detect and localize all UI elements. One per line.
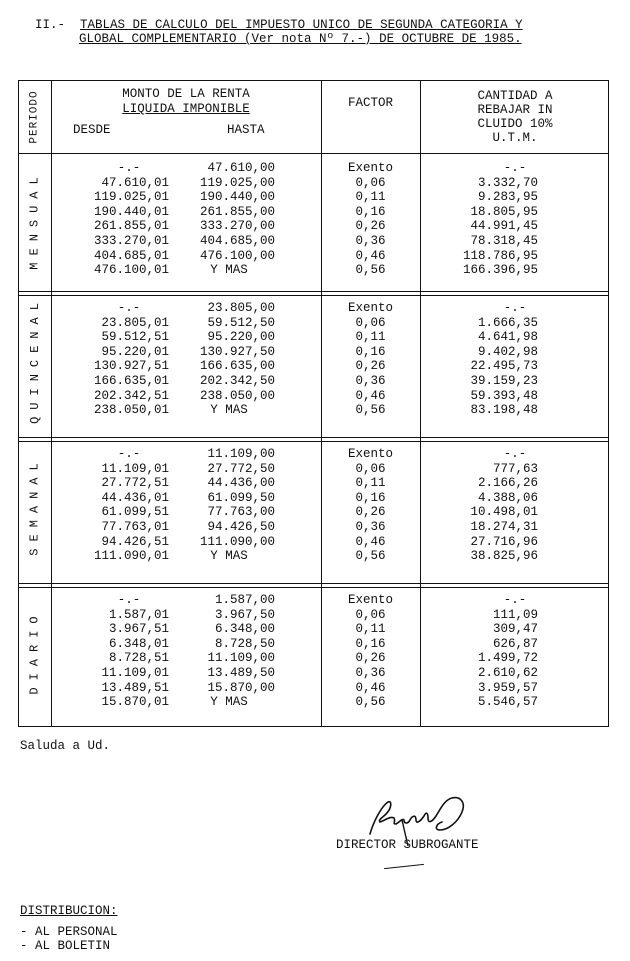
cell-factor: 0,46	[355, 248, 386, 263]
cell-desde: -.-	[117, 447, 141, 461]
cantidad-header-1: CANTIDAD A	[477, 89, 553, 103]
cell-desde: 77.763,01	[101, 520, 169, 534]
cell-desde: 166.635,01	[93, 374, 169, 388]
tax-table	[18, 80, 609, 727]
cell-cantidad: 83.198,48	[470, 403, 538, 418]
cell-desde: 190.440,01	[93, 204, 169, 219]
cell-hasta: 61.099,50	[207, 490, 275, 505]
monto-header-2: LIQUIDA IMPONIBLE	[122, 102, 250, 116]
cell-hasta: 95.220,00	[207, 330, 275, 345]
cell-cantidad: 5.546,57	[477, 695, 538, 710]
cell-hasta: Y MAS	[210, 403, 248, 418]
cell-factor: 0,06	[355, 315, 386, 330]
cell-factor: 0,56	[355, 695, 386, 710]
cell-cantidad: 39.159,23	[470, 374, 538, 388]
period-label: SEMANAL	[28, 456, 43, 557]
cantidad-header-2: REBAJAR IN	[477, 103, 553, 117]
cell-factor: 0,26	[355, 359, 386, 374]
cell-cantidad: 626,87	[492, 636, 538, 651]
cell-cantidad: -.-	[503, 447, 527, 461]
cell-hasta: Y MAS	[210, 695, 248, 710]
signature-underline	[384, 864, 424, 869]
column-divider	[51, 81, 52, 726]
cell-cantidad: 27.716,96	[470, 534, 538, 549]
distribution-item: - AL PERSONAL	[20, 925, 118, 939]
cell-cantidad: 3.959,57	[477, 680, 538, 695]
cell-hasta: 13.489,50	[207, 666, 275, 680]
cell-factor: Exento	[347, 447, 393, 461]
cell-cantidad: -.-	[503, 593, 527, 607]
heading-line-1: TABLAS DE CALCULO DEL IMPUESTO UNICO DE SEGUNDA CATEGORIA Y	[80, 18, 523, 32]
monto-header-1: MONTO DE LA RENTA	[122, 87, 250, 101]
cell-cantidad: 10.498,01	[470, 505, 538, 520]
cell-cantidad: 1.666,35	[477, 315, 538, 330]
cell-desde: 13.489,51	[101, 680, 169, 695]
cell-hasta: Y MAS	[210, 549, 248, 564]
cell-factor: 0,16	[355, 636, 386, 651]
document-heading-2	[64, 20, 522, 46]
cell-desde: -.-	[117, 593, 141, 607]
cell-cantidad: 38.825,96	[470, 549, 538, 564]
cell-desde: 238.050,01	[93, 403, 169, 418]
cell-cantidad: -.-	[503, 301, 527, 315]
cell-hasta: 3.967,50	[214, 607, 275, 622]
cell-hasta: 333.270,00	[199, 219, 275, 234]
cell-cantidad: 118.786,95	[462, 248, 538, 263]
cell-hasta: 23.805,00	[207, 301, 275, 315]
cell-cantidad: 4.641,98	[477, 330, 538, 345]
cell-cantidad: 59.393,48	[470, 388, 538, 403]
cell-cantidad: 2.166,26	[477, 476, 538, 491]
cell-desde: 95.220,01	[101, 344, 169, 359]
cell-hasta: Y MAS	[210, 263, 248, 278]
cell-factor: 0,26	[355, 505, 386, 520]
cell-hasta: 166.635,00	[199, 359, 275, 374]
cell-desde: 61.099,51	[101, 505, 169, 520]
cell-factor: 0,11	[355, 476, 386, 491]
cell-desde: 404.685,01	[93, 248, 169, 263]
cell-hasta: 238.050,00	[199, 388, 275, 403]
cell-cantidad: -.-	[503, 161, 527, 175]
cell-hasta: 261.855,00	[199, 204, 275, 219]
section-divider	[19, 583, 608, 588]
cell-hasta: 190.440,00	[199, 190, 275, 205]
cell-desde: 130.927,51	[93, 359, 169, 374]
cell-desde: 94.426,51	[101, 534, 169, 549]
cell-factor: Exento	[347, 301, 393, 315]
hasta-header: HASTA	[227, 123, 265, 137]
cell-hasta: 202.342,50	[199, 374, 275, 388]
cell-cantidad: 4.388,06	[477, 490, 538, 505]
cell-cantidad: 9.402,98	[477, 344, 538, 359]
section-number: II.-	[35, 18, 66, 32]
cell-factor: 0,36	[355, 666, 386, 680]
distribution-item: - AL BOLETIN	[20, 939, 111, 953]
cell-desde: 11.109,01	[101, 666, 169, 680]
cell-desde: 15.870,01	[101, 695, 169, 710]
cell-desde: 119.025,01	[93, 190, 169, 205]
cell-desde: 59.512,51	[101, 330, 169, 345]
cell-factor: Exento	[347, 593, 393, 607]
cell-factor: 0,56	[355, 549, 386, 564]
cell-hasta: 11.109,00	[207, 447, 275, 461]
cell-hasta: 77.763,00	[207, 505, 275, 520]
cell-factor: 0,56	[355, 263, 386, 278]
cell-hasta: 476.100,00	[199, 248, 275, 263]
cell-hasta: 27.772,50	[207, 461, 275, 476]
section-divider	[19, 291, 608, 296]
cell-factor: 0,46	[355, 534, 386, 549]
cell-cantidad: 9.283,95	[477, 190, 538, 205]
factor-header: FACTOR	[347, 96, 393, 110]
cell-factor: 0,16	[355, 490, 386, 505]
cell-cantidad: 22.495,73	[470, 359, 538, 374]
cell-factor: Exento	[347, 161, 393, 175]
periodo-header: PERIODO	[29, 90, 41, 144]
cell-desde: 23.805,01	[101, 315, 169, 330]
cell-desde: 111.090,01	[93, 549, 169, 564]
cell-hasta: 8.728,50	[214, 636, 275, 651]
cell-factor: 0,56	[355, 403, 386, 418]
cell-hasta: 47.610,00	[207, 161, 275, 175]
cell-factor: 0,11	[355, 622, 386, 637]
cell-cantidad: 1.499,72	[477, 651, 538, 666]
cell-hasta: 15.870,00	[207, 680, 275, 695]
distribution-heading: DISTRIBUCION:	[20, 904, 118, 918]
cell-factor: 0,11	[355, 330, 386, 345]
cell-factor: 0,36	[355, 520, 386, 534]
cell-desde: 333.270,01	[93, 234, 169, 248]
cell-hasta: 6.348,00	[214, 622, 275, 637]
period-label: QUINCENAL	[28, 296, 42, 425]
cell-desde: 1.587,01	[108, 607, 169, 622]
signature-title: DIRECTOR SUBROGANTE	[336, 838, 479, 852]
cell-factor: 0,06	[355, 607, 386, 622]
cell-factor: 0,26	[355, 651, 386, 666]
cell-factor: 0,46	[355, 680, 386, 695]
period-label: DIARIO	[28, 609, 42, 695]
cell-hasta: 11.109,00	[207, 651, 275, 666]
cell-hasta: 1.587,00	[214, 593, 275, 607]
desde-header: DESDE	[73, 123, 111, 137]
cantidad-header-3: CLUIDO 10%	[477, 117, 553, 131]
cell-factor: 0,26	[355, 219, 386, 234]
period-label: MENSUAL	[28, 170, 43, 271]
cell-desde: 44.436,01	[101, 490, 169, 505]
cell-factor: 0,16	[355, 344, 386, 359]
cell-hasta: 94.426,50	[207, 520, 275, 534]
cell-desde: -.-	[117, 301, 141, 315]
cell-cantidad: 166.396,95	[462, 263, 538, 278]
cell-cantidad: 2.610,62	[477, 666, 538, 680]
cell-hasta: 119.025,00	[199, 175, 275, 190]
cell-factor: 0,46	[355, 388, 386, 403]
cell-hasta: 111.090,00	[199, 534, 275, 549]
cell-hasta: 44.436,00	[207, 476, 275, 491]
cell-desde: 202.342,51	[93, 388, 169, 403]
cell-desde: 47.610,01	[101, 175, 169, 190]
cell-cantidad: 18.274,31	[470, 520, 538, 534]
cell-factor: 0,11	[355, 190, 386, 205]
closing-text: Saluda a Ud.	[20, 739, 111, 753]
cell-hasta: 130.927,50	[199, 344, 275, 359]
cell-cantidad: 44.991,45	[470, 219, 538, 234]
section-divider	[19, 437, 608, 442]
cell-cantidad: 18.805,95	[470, 204, 538, 219]
cell-desde: 8.728,51	[108, 651, 169, 666]
cell-cantidad: 3.332,70	[477, 175, 538, 190]
cell-desde: 261.855,01	[93, 219, 169, 234]
cell-factor: 0,06	[355, 461, 386, 476]
cell-factor: 0,36	[355, 234, 386, 248]
cell-cantidad: 111,09	[492, 607, 538, 622]
header-divider	[19, 153, 608, 154]
cell-cantidad: 777,63	[492, 461, 538, 476]
cell-factor: 0,06	[355, 175, 386, 190]
cell-desde: 27.772,51	[101, 476, 169, 491]
cell-desde: 6.348,01	[108, 636, 169, 651]
cell-cantidad: 309,47	[492, 622, 538, 637]
cell-hasta: 404.685,00	[199, 234, 275, 248]
cell-hasta: 59.512,50	[207, 315, 275, 330]
cell-desde: 3.967,51	[108, 622, 169, 637]
cell-cantidad: 78.318,45	[470, 234, 538, 248]
heading-line-2: GLOBAL COMPLEMENTARIO (Ver nota Nº 7.-) DE OCTUBRE DE 1985.	[79, 32, 522, 46]
cell-factor: 0,16	[355, 204, 386, 219]
cell-desde: 476.100,01	[93, 263, 169, 278]
cell-desde: 11.109,01	[101, 461, 169, 476]
cell-factor: 0,36	[355, 374, 386, 388]
cell-desde: -.-	[117, 161, 141, 175]
cantidad-header-4: U.T.M.	[492, 131, 538, 145]
